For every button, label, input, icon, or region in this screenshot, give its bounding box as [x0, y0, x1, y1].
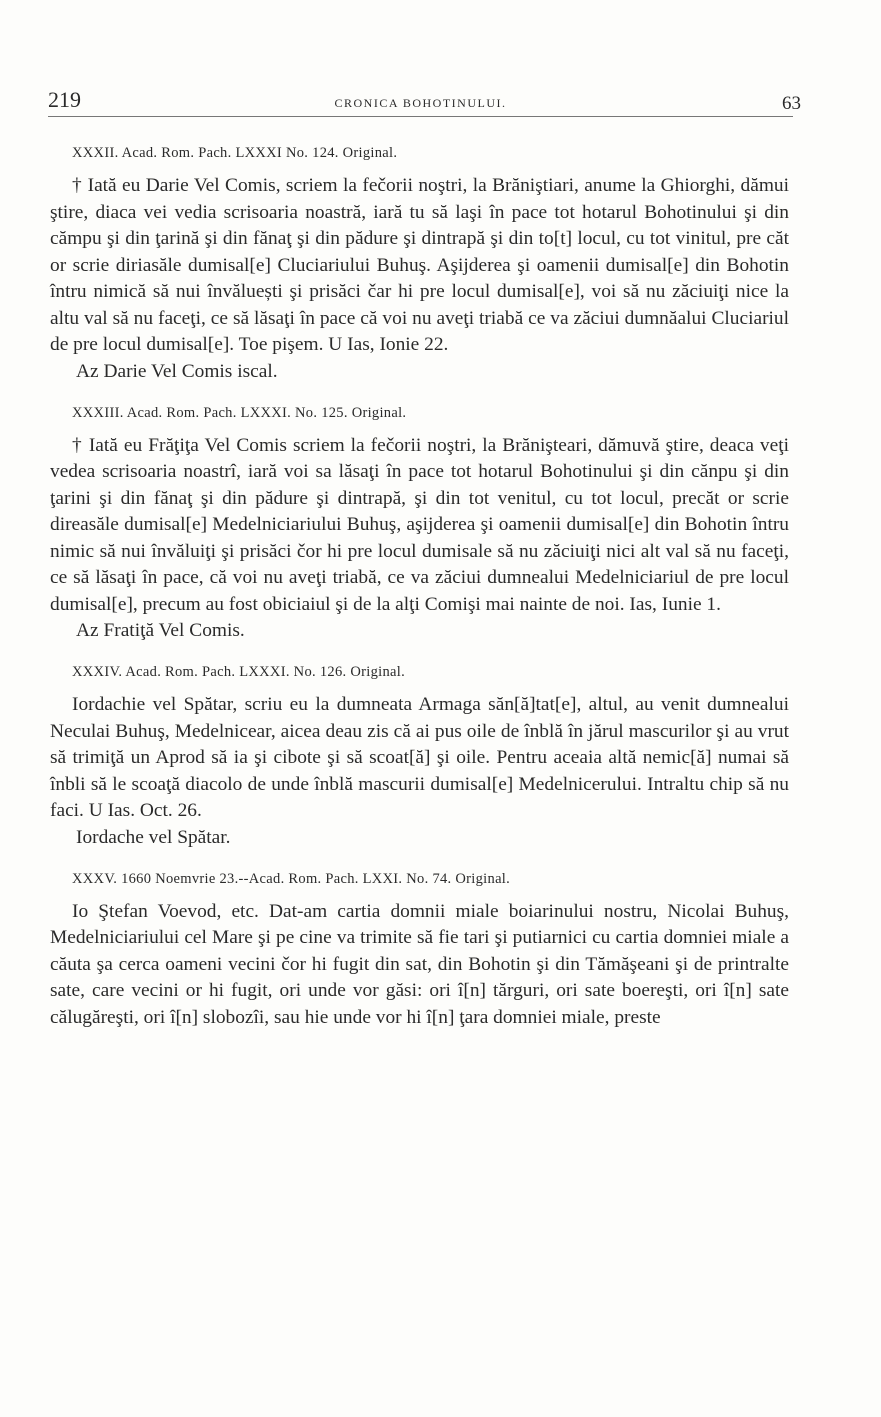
document-heading: XXXIII. Acad. Rom. Pach. LXXXI. No. 125. Original.: [72, 404, 407, 421]
document-text: Io Ştefan Voevod, etc. Dat-am cartia domnii miale boiarinului nostru, Nicolai Buhuş, Medelniciariului cel Mare şi pe cine va trimite să fie tari şi putiarnici cu cartia domniei miale a căuta şa cerca oameni vecini čor hi fugit din sat, din Bohotin şi din Tămăşeani şi de printralte sate, care vecini or hi fugit, ori unde vor găsi: ori î[n] tărguri, ori sate boereşti, ori î[n] sate călugăreşti, ori î[n] slobozîi, sau hie unde vor hi î[n] ţara domniei miale, preste: [50, 900, 789, 1028]
page-header: [48, 86, 801, 117]
document-heading: XXXV. 1660 Noemvrie 23.--Acad. Rom. Pach. LXXI. No. 74. Original.: [72, 870, 511, 887]
archive-number: 219: [48, 87, 81, 112]
document-signature: Iordache vel Spătar.: [76, 826, 231, 848]
document-heading: XXXII. Acad. Rom. Pach. LXXXI No. 124. Original.: [72, 145, 398, 161]
page-body: [50, 143, 789, 1031]
document-heading: XXXIV. Acad. Rom. Pach. LXXXI. No. 126. Original.: [72, 664, 405, 680]
document-entry: [50, 662, 789, 851]
document-text: † Iată eu Darie Vel Comis, scriem la fečorii noştri, la Brăniştiari, anume la Ghiorghi, dămui ştire, diaca vei vedia scrisoaria noastră, iară tu să laşi în pace tot hotarul Bohotinului şi din cămpu şi din ţarină şi din fănaţ şi din pădure şi dintrapă şi din to[t] locul, cu tot vinitul, pre căt or scrie diriasăle dumisal[e] Cluciariului Buhuş. Aşijderea şi oamenii dumisal[e] din Bohotin întru nimică să nui învăluești şi prisăci čar hi pre locul dumisal[e], voi să nu zăciuiţi nice la altu val să nu faceţi, ce să lăsaţi în pace că voi nu aveţi triabă ce va zăciui dumnăalui Cluciariul de pre locul dumisal[e]. Toe pişem. U Ias, Ionie 22.: [50, 175, 789, 355]
running-title: CRONICA BOHOTINULUI.: [334, 96, 507, 110]
document-entry: [50, 403, 789, 645]
document-signature: Az Darie Vel Comis iscal.: [76, 360, 278, 382]
document-text: † Iată eu Frăţiţa Vel Comis scriem la fečorii noştri, la Brănişteari, dămuvă ştire, deaca veţi vedea scrisoaria noastrî, iară voi sa lăsaţi în pace tot hotarul Bohotinului şi din cănpu şi din ţarini şi din fănaţ şi din pădure şi dintrapă, şi din tot venitul, cu tot locul, precăt or scrie direasăle dumisal[e] Medelniciariului Buhuş, aşijderea şi oamenii dumisal[e] din Bohotin întru nimic să nui învăluiţi şi prisăci čor hi pre locul dumisale să nu zăciuiţi nici alt val să nu faceţi, ce să lăsaţi în pace, că voi nu aveţi triabă, ce va zăciui dumnealui Medelniciariul de pre locul dumisal[e], precum au fost obiciaiul şi de la alţi Comişi mai nainte de noi. Ias, Iunie 1.: [50, 434, 789, 615]
document-signature: Az Fratiţă Vel Comis.: [76, 620, 245, 641]
document-text: Iordachie vel Spătar, scriu eu la dumneata Armaga săn[ă]tat[e], altul, au venit dumnealui Neculai Buhuş, Medelnicear, aicea deau zis că ai pus oile de înblă în jărul mascurilor şi au vrut să trimiţă un Aprod să ia şi cibote şi să scoat[ă] şi oile. Pentru aceaia altă nemic[ă] numai să înbli să le scoaţă diacolo de unde înblă mascurii dumisal[e] Medelnicerului. Intraltu chip să nu faci. U Ias. Oct. 26.: [50, 694, 789, 821]
page-number: 63: [782, 93, 801, 114]
document-entry: [50, 143, 789, 385]
document-entry: [50, 869, 789, 1032]
